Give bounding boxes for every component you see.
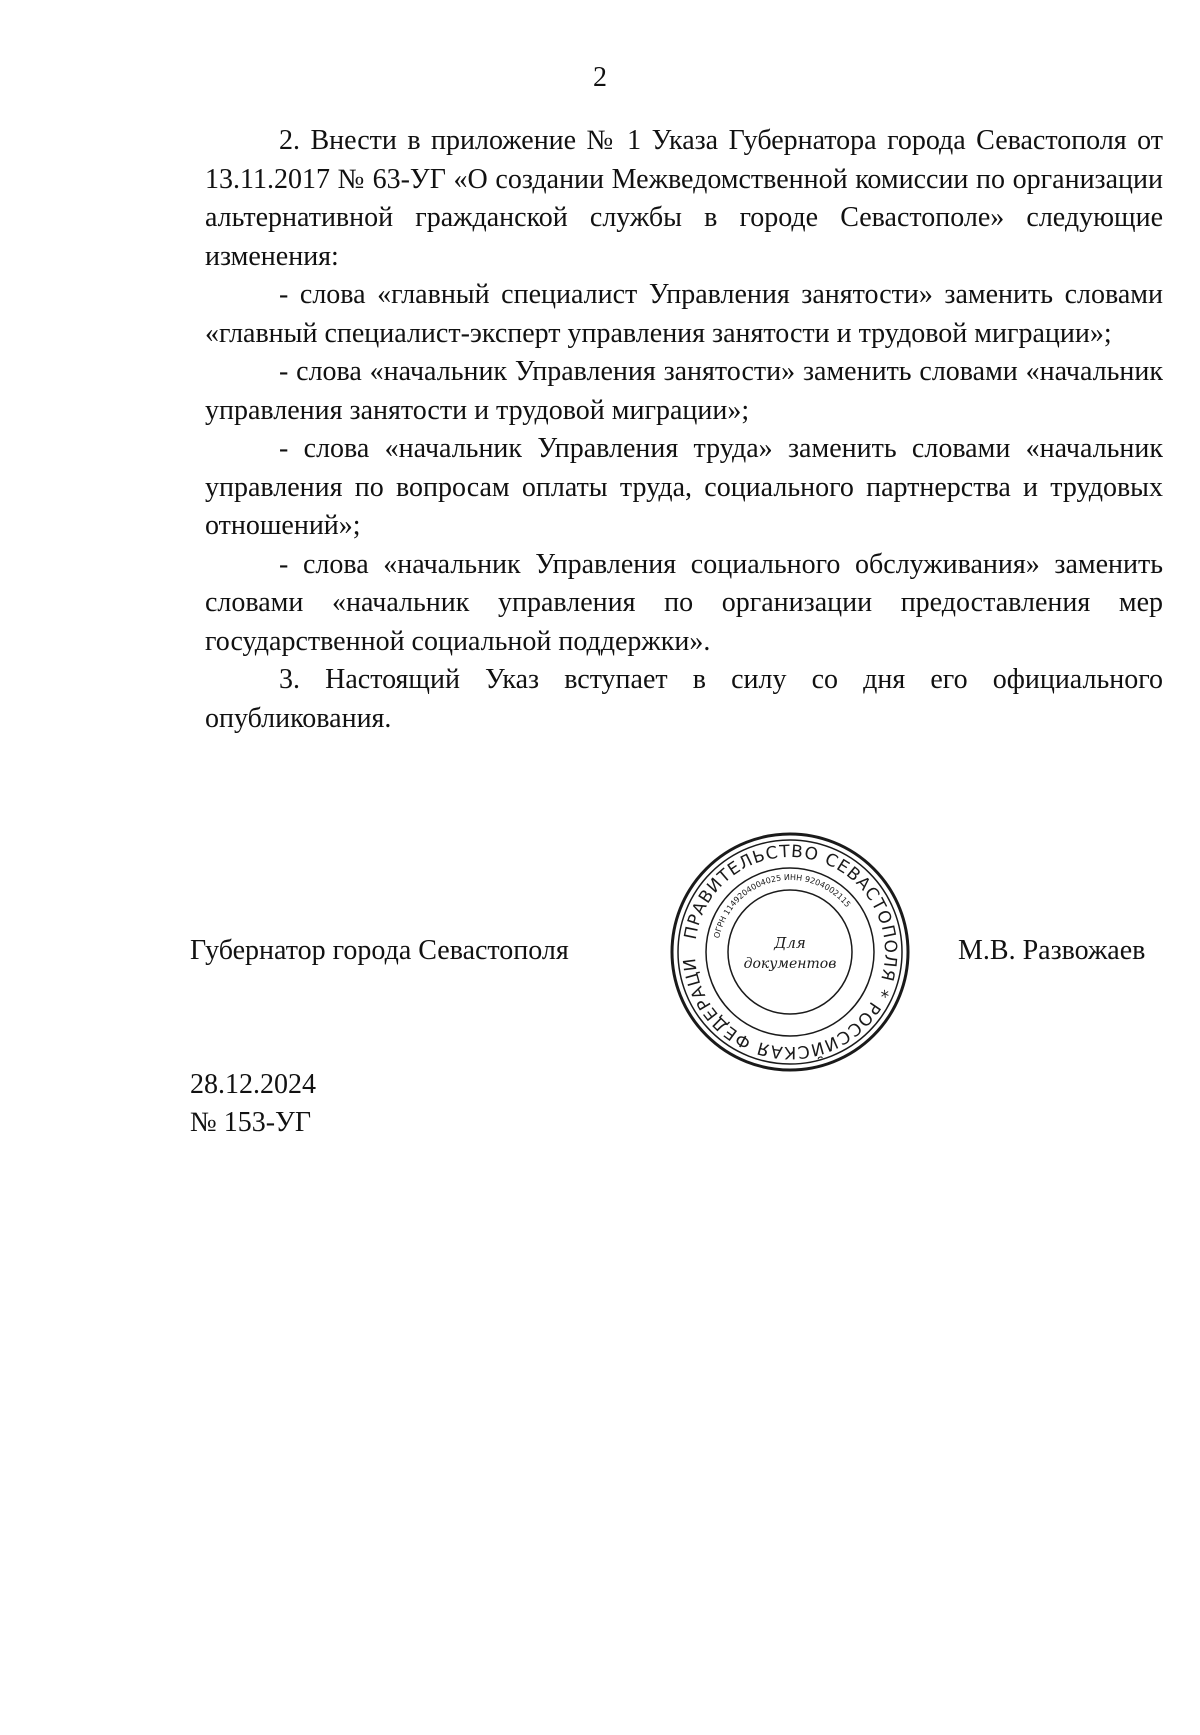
- page-number: 2: [593, 62, 607, 93]
- signatory-position: Губернатор города Севастополя: [190, 935, 569, 966]
- paragraph-change-3: - слова «начальник Управления труда» заменить словами «начальник управления по вопросам оплаты труда, социального партнерства и трудовых отношений»;: [205, 433, 1163, 541]
- decree-date: 28.12.2024: [190, 1069, 316, 1100]
- decree-number: № 153-УГ: [190, 1107, 312, 1138]
- stamp-inner-text: ОГРН 1149204004025 ИНН 9204002115: [712, 872, 853, 940]
- stamp-center-line1: Для: [774, 934, 806, 952]
- stamp-outer-text: ПРАВИТЕЛЬСТВО СЕВАСТОПОЛЯ * РОССИЙСКАЯ ФЕДЕРАЦИ: [679, 841, 901, 1063]
- paragraph-amendments: 2. Внести в приложение № 1 Указа Губернатора города Севастополя от 13.11.2017 № 63-УГ «О создании Межведомственной комиссии по организации альтернативной гражданской службы в городе Севастополе» следующие изменения:: [205, 125, 1163, 272]
- paragraph-change-1: - слова «главный специалист Управления занятости» заменить словами «главный специалист-эксперт управления занятости и трудовой миграции»;: [205, 279, 1163, 349]
- decree-body: [205, 122, 1163, 738]
- stamp-center-line2: документов: [743, 956, 837, 972]
- paragraph-change-4: - слова «начальник Управления социального обслуживания» заменить словами «начальник управления по организации предоставления мер государственной социальной поддержки».: [205, 548, 1163, 657]
- official-seal-stamp: [668, 830, 912, 1074]
- paragraph-change-2: - слова «начальник Управления занятости» заменить словами «начальник управления занятости и трудовой миграции»;: [205, 356, 1163, 426]
- signatory-name: М.В. Развожаев: [958, 935, 1146, 966]
- paragraph-effective-date: 3. Настоящий Указ вступает в силу со дня его официального опубликования.: [205, 664, 1163, 734]
